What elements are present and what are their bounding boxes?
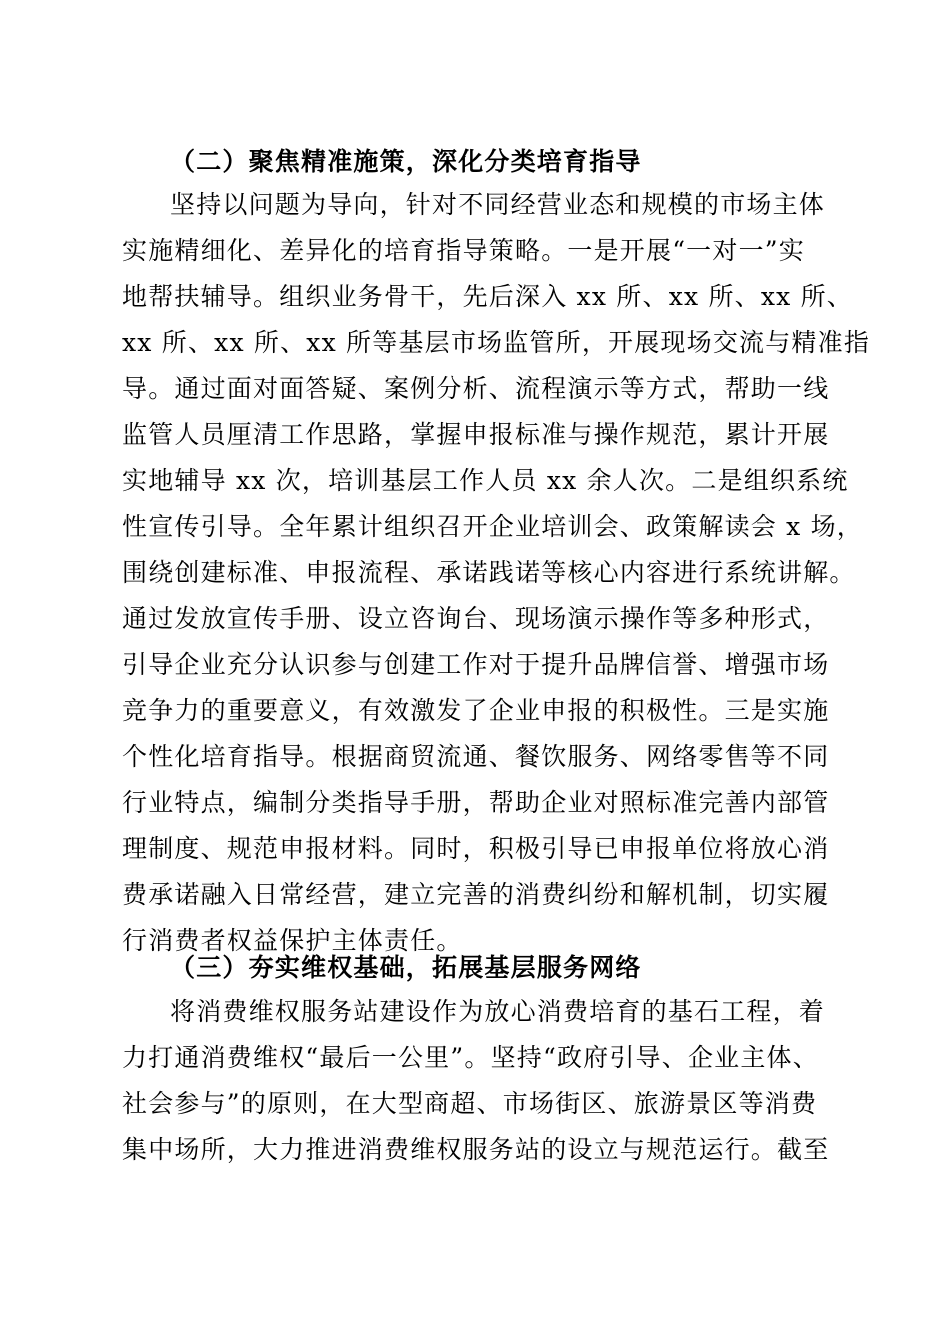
- paragraph-line: 行业特点，编制分类指导手册，帮助企业对照标准完善内部管: [122, 788, 830, 817]
- paragraph-line: 行消费者权益保护主体责任。: [122, 926, 463, 955]
- paragraph-line: 社会参与”的原则，在大型商超、市场街区、旅游景区等消费: [122, 1089, 818, 1118]
- paragraph-line: 监管人员厘清工作思路，掌握申报标准与操作规范，累计开展: [122, 420, 830, 449]
- paragraph-line: 引导企业充分认识参与创建工作对于提升品牌信誉、增强市场: [122, 650, 830, 679]
- paragraph-line: 集中场所，大力推进消费维权服务站的设立与规范运行。截至: [122, 1135, 830, 1164]
- paragraph-line: 坚持以问题为导向，针对不同经营业态和规模的市场主体: [170, 190, 826, 219]
- paragraph-line: 实地辅导 xx 次，培训基层工作人员 xx 余人次。二是组织系统: [122, 466, 849, 495]
- paragraph-line: 个性化培育指导。根据商贸流通、餐饮服务、网络零售等不同: [122, 742, 830, 771]
- paragraph-line: 竞争力的重要意义，有效激发了企业申报的积极性。三是实施: [122, 696, 830, 725]
- section-heading-3: （三）夯实维权基础，拓展基层服务网络: [170, 953, 642, 982]
- paragraph-line: 费承诺融入日常经营，建立完善的消费纠纷和解机制，切实履: [122, 880, 830, 909]
- paragraph-line: 地帮扶辅导。组织业务骨干，先后深入 xx 所、xx 所、xx 所、: [122, 282, 853, 311]
- paragraph-line: 实施精细化、差异化的培育指导策略。一是开展“一对一”实: [122, 236, 805, 265]
- section-heading-2: （二）聚焦精准施策，深化分类培育指导: [170, 147, 642, 176]
- paragraph-line: 围绕创建标准、申报流程、承诺践诺等核心内容进行系统讲解。: [122, 558, 856, 587]
- paragraph-line: 通过发放宣传手册、设立咨询台、现场演示操作等多种形式，: [122, 604, 830, 633]
- paragraph-line: 力打通消费维权“最后一公里”。坚持“政府引导、企业主体、: [122, 1043, 819, 1072]
- paragraph-line: xx 所、xx 所、xx 所等基层市场监管所，开展现场交流与精准指: [122, 328, 871, 357]
- paragraph-line: 理制度、规范申报材料。同时，积极引导已申报单位将放心消: [122, 834, 830, 863]
- paragraph-line: 导。通过面对面答疑、案例分析、流程演示等方式，帮助一线: [122, 374, 830, 403]
- paragraph-line: 将消费维权服务站建设作为放心消费培育的基石工程，着: [170, 997, 826, 1026]
- paragraph-line: 性宣传引导。全年累计组织召开企业培训会、政策解读会 x 场，: [122, 512, 863, 541]
